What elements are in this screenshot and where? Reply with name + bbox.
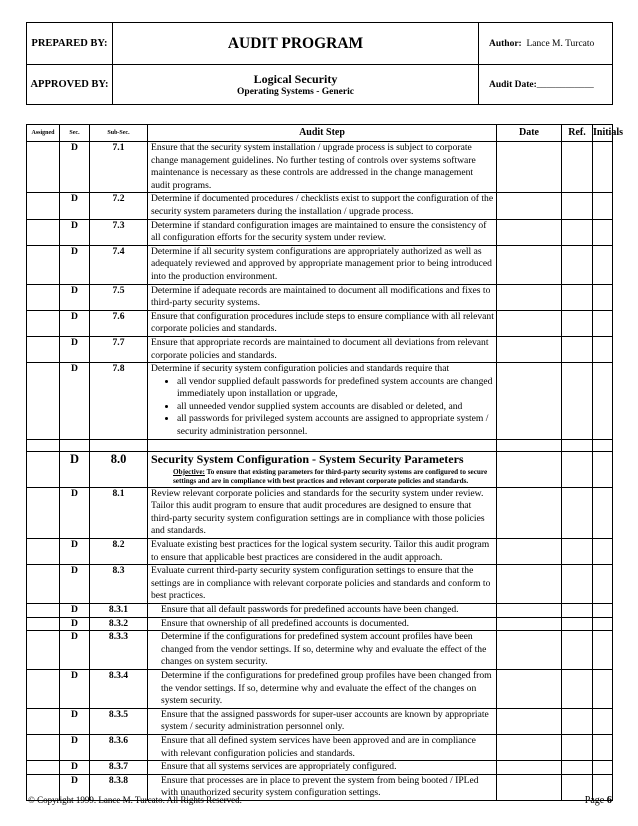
assigned-cell	[27, 219, 60, 245]
table-row	[27, 219, 613, 245]
step-text: Determine if adequate records are maintained to document all modifications and fixes to third-party security systems.	[151, 284, 491, 309]
ref-cell	[562, 539, 593, 565]
assigned-cell	[27, 193, 60, 219]
date-cell	[497, 142, 562, 193]
step-text: Evaluate current third-party security system configuration settings to ensure that the settings are in compliance with relevant corporate policies and standards and conform to best practices.	[151, 565, 491, 602]
sec-cell: D	[60, 245, 90, 284]
audit-steps-table	[26, 124, 624, 801]
footer	[28, 795, 612, 805]
initials-cell	[593, 734, 613, 760]
col-ref: Ref.	[562, 125, 593, 142]
table-row	[27, 284, 613, 310]
ref-cell	[562, 487, 593, 538]
page-number: 6	[606, 795, 612, 806]
subsec-cell: 7.6	[90, 310, 148, 336]
assigned-cell	[27, 336, 60, 362]
table-row	[27, 451, 613, 487]
table-row	[27, 487, 613, 538]
table-row	[27, 336, 613, 362]
assigned-cell	[27, 539, 60, 565]
step-text: Ensure that appropriate records are maintained to document all deviations from relevant corporate policies and standards.	[151, 336, 489, 361]
col-audit-step: Audit Step	[148, 125, 497, 142]
sec-cell: D	[60, 219, 90, 245]
assigned-cell	[27, 669, 60, 708]
assigned-cell	[27, 631, 60, 670]
step-text: Determine if the configurations for predefined system account profiles have been changed from the vendor settings. If so, determine why and evaluate the effect of the changes on system security.	[161, 631, 487, 668]
step-text: Review relevant corporate policies and standards for the security system under review. Tailor this audit program to ensure that audit procedures are designed to ensure that third-party security system configuration settings are in compliance with those policies and standards.	[151, 487, 485, 537]
col-assigned: Assigned	[27, 125, 60, 142]
initials-cell	[593, 539, 613, 565]
date-cell	[497, 761, 562, 775]
table-row	[27, 193, 613, 219]
audit-date-label: Audit Date:	[489, 79, 537, 90]
subsec-cell: 7.7	[90, 336, 148, 362]
step-text: Ensure that processes are in place to prevent the system from being booted / IPLed with unauthorized security system configuration settings.	[161, 774, 479, 799]
sec-cell: D	[60, 604, 90, 618]
empty-cell	[562, 439, 593, 451]
audit-step-cell	[148, 617, 497, 631]
step-text: Ensure that all systems services are appropriately configured.	[161, 761, 397, 773]
subsec-cell: 8.3	[90, 565, 148, 604]
subsec-cell: 8.3.3	[90, 631, 148, 670]
initials-cell	[593, 219, 613, 245]
sec-cell: D	[60, 310, 90, 336]
date-cell	[497, 617, 562, 631]
initials-cell	[593, 336, 613, 362]
col-sec: Sec.	[60, 125, 90, 142]
subsec-cell: 7.4	[90, 245, 148, 284]
ref-cell	[562, 761, 593, 775]
empty-cell	[593, 439, 613, 451]
ref-cell	[562, 617, 593, 631]
table-row	[27, 142, 613, 193]
audit-step-cell	[148, 565, 497, 604]
ref-cell	[562, 669, 593, 708]
ref-cell	[562, 565, 593, 604]
audit-step-cell	[148, 193, 497, 219]
approved-by-label: APPROVED BY:	[27, 65, 113, 105]
step-text: Determine if the configurations for predefined group profiles have been changed from the vendor settings. If so, determine why and evaluate the effect of the changes on system security.	[161, 669, 492, 707]
audit-step-cell	[148, 487, 497, 538]
ref-cell	[562, 708, 593, 734]
ref-cell	[562, 284, 593, 310]
sec-cell: D	[60, 774, 90, 800]
initials-cell	[593, 310, 613, 336]
col-initials: Initials	[593, 125, 613, 142]
step-text: Ensure that the assigned passwords for super-user accounts are known by appropriate system / security administration personnel only.	[161, 708, 489, 733]
sec-cell: D	[60, 284, 90, 310]
ref-cell	[562, 631, 593, 670]
prepared-by-label: PREPARED BY:	[27, 23, 113, 65]
audit-step-cell	[148, 669, 497, 708]
ref-cell	[562, 734, 593, 760]
initials-cell	[593, 142, 613, 193]
initials-cell	[593, 761, 613, 775]
initials-cell	[593, 284, 613, 310]
assigned-cell	[27, 142, 60, 193]
table-row	[27, 565, 613, 604]
subsec-cell: 8.1	[90, 487, 148, 538]
audit-step-cell	[148, 631, 497, 670]
subsec-cell: 7.2	[90, 193, 148, 219]
date-cell	[497, 219, 562, 245]
subsec-cell: 8.3.8	[90, 774, 148, 800]
page-title: AUDIT PROGRAM	[113, 23, 479, 65]
assigned-cell	[27, 451, 60, 487]
sec-cell: D	[60, 734, 90, 760]
step-text: Ensure that the security system installation / upgrade process is subject to corporate change management guidelines. No further testing of controls over systems software maintenance is necessary as these controls are addressed in the change management audit programs.	[151, 142, 476, 191]
sec-cell: D	[60, 487, 90, 538]
copyright-text: © Copyright 1999. Lance M. Turcato. All Rights Reserved.	[28, 795, 242, 805]
header-table	[26, 22, 613, 105]
date-cell	[497, 604, 562, 618]
step-text: Ensure that all default passwords for predefined accounts have been changed.	[161, 604, 459, 615]
assigned-cell	[27, 761, 60, 775]
sec-cell: D	[60, 539, 90, 565]
page-indicator	[585, 795, 612, 806]
empty-cell	[90, 439, 148, 451]
audit-step-cell	[148, 539, 497, 565]
step-text: Evaluate existing best practices for the logical system security. Tailor this audit program to ensure that applicable best practices are considered in the audit approach.	[151, 539, 490, 563]
audit-step-cell	[148, 451, 497, 487]
audit-step-cell	[148, 734, 497, 760]
subsec-cell: 8.3.5	[90, 708, 148, 734]
date-cell	[497, 708, 562, 734]
date-cell	[497, 310, 562, 336]
objective-body: To ensure that existing parameters for third-party security systems are configured to secure settings and are in compliance with best practices and relevant corporate policies and standards.	[173, 467, 488, 485]
date-cell	[497, 669, 562, 708]
subsec-cell: 8.3.6	[90, 734, 148, 760]
sec-cell: D	[60, 708, 90, 734]
subsec-cell: 7.3	[90, 219, 148, 245]
sec-cell: D	[60, 631, 90, 670]
author-name: Lance M. Turcato	[526, 38, 595, 49]
ref-cell	[562, 451, 593, 487]
table-row	[27, 245, 613, 284]
author-label: Author:	[489, 38, 522, 49]
initials-cell	[593, 451, 613, 487]
audit-step-cell	[148, 219, 497, 245]
subsec-cell: 8.3.4	[90, 669, 148, 708]
date-cell	[497, 734, 562, 760]
ref-cell	[562, 245, 593, 284]
sec-cell: D	[60, 336, 90, 362]
section-title: Security System Configuration - System Security Parameters	[151, 451, 464, 466]
step-text: Determine if documented procedures / checklists exist to support the configuration of the security system parameters during the installation / upgrade process.	[151, 193, 494, 217]
initials-cell	[593, 708, 613, 734]
assigned-cell	[27, 284, 60, 310]
audit-step-cell	[148, 245, 497, 284]
table-row	[27, 708, 613, 734]
bullet-list	[151, 376, 494, 439]
table-row	[27, 617, 613, 631]
audit-step-cell	[148, 142, 497, 193]
audit-step-cell	[148, 336, 497, 362]
col-subsec: Sub-Sec.	[90, 125, 148, 142]
initials-cell	[593, 669, 613, 708]
initials-cell	[593, 631, 613, 670]
empty-cell	[60, 439, 90, 451]
ref-cell	[562, 604, 593, 618]
step-text: Ensure that ownership of all predefined accounts is documented.	[161, 617, 410, 629]
subtitle-secondary: Operating Systems - Generic	[237, 86, 354, 97]
table-row	[27, 439, 613, 451]
sec-cell: D	[60, 142, 90, 193]
date-cell	[497, 336, 562, 362]
step-text: Determine if all security system configurations are appropriately authorized as well as adequately reviewed and approved by appropriate management prior to being introduced into the production environment.	[151, 245, 492, 282]
assigned-cell	[27, 617, 60, 631]
date-cell	[497, 565, 562, 604]
table-row	[27, 734, 613, 760]
sec-cell: D	[60, 363, 90, 440]
subsec-cell: 8.3.1	[90, 604, 148, 618]
subsec-cell: 7.5	[90, 284, 148, 310]
date-cell	[497, 487, 562, 538]
subtitle: Logical Security	[253, 71, 338, 86]
objective-label: Objective:	[173, 467, 205, 476]
ref-cell	[562, 310, 593, 336]
objective-text	[173, 468, 494, 487]
audit-step-cell	[148, 310, 497, 336]
assigned-cell	[27, 708, 60, 734]
assigned-cell	[27, 363, 60, 440]
subsec-cell: 7.8	[90, 363, 148, 440]
table-row	[27, 761, 613, 775]
bullet-item: • all vendor supplied default passwords for predefined system accounts are changed immediately upon installation or upgrade,	[177, 376, 494, 401]
empty-cell	[148, 439, 497, 451]
ref-cell	[562, 219, 593, 245]
step-text: Ensure that all defined system services have been approved and are in compliance with relevant configuration policies and standards.	[161, 734, 476, 759]
audit-step-cell	[148, 761, 497, 775]
step-text: Determine if standard configuration images are maintained to ensure the consistency of all configuration efforts for the security system under review.	[151, 219, 487, 244]
assigned-cell	[27, 245, 60, 284]
audit-step-cell	[148, 708, 497, 734]
date-cell	[497, 193, 562, 219]
page-label: Page	[584, 795, 605, 806]
assigned-cell	[27, 487, 60, 538]
empty-cell	[27, 439, 60, 451]
initials-cell	[593, 245, 613, 284]
audit-step-cell	[148, 284, 497, 310]
sec-cell: D	[60, 193, 90, 219]
table-row	[27, 631, 613, 670]
table-row	[27, 604, 613, 618]
initials-cell	[593, 617, 613, 631]
empty-cell	[497, 439, 562, 451]
ref-cell	[562, 193, 593, 219]
date-cell	[497, 539, 562, 565]
table-row	[27, 669, 613, 708]
initials-cell	[593, 604, 613, 618]
subsec-cell: 8.3.2	[90, 617, 148, 631]
subtitle-cell	[113, 65, 479, 105]
assigned-cell	[27, 734, 60, 760]
assigned-cell	[27, 604, 60, 618]
audit-step-cell	[148, 604, 497, 618]
table-row	[27, 310, 613, 336]
sec-cell: D	[60, 451, 90, 487]
subsec-cell: 8.3.7	[90, 761, 148, 775]
ref-cell	[562, 336, 593, 362]
audit-step-cell	[148, 363, 497, 440]
initials-cell	[593, 193, 613, 219]
initials-cell	[593, 565, 613, 604]
subsec-cell: 8.2	[90, 539, 148, 565]
table-row	[27, 539, 613, 565]
initials-cell	[593, 487, 613, 538]
date-cell	[497, 363, 562, 440]
subsec-cell: 8.0	[90, 451, 148, 487]
table-row	[27, 363, 613, 440]
subsec-cell: 7.1	[90, 142, 148, 193]
author-cell	[479, 23, 613, 65]
bullet-item: • all passwords for privileged system accounts are assigned to appropriate system / security administration personnel.	[177, 413, 494, 438]
step-text: Ensure that configuration procedures include steps to ensure compliance with all relevant corporate policies and standards.	[151, 310, 494, 335]
assigned-cell	[27, 310, 60, 336]
date-cell	[497, 451, 562, 487]
col-date: Date	[497, 125, 562, 142]
bullet-item: • all unneeded vendor supplied system accounts are disabled or deleted, and	[177, 401, 494, 414]
date-cell	[497, 284, 562, 310]
sec-cell: D	[60, 617, 90, 631]
audit-date-cell	[479, 65, 613, 105]
assigned-cell	[27, 565, 60, 604]
ref-cell	[562, 142, 593, 193]
ref-cell	[562, 363, 593, 440]
sec-cell: D	[60, 669, 90, 708]
sec-cell: D	[60, 761, 90, 775]
step-text: Determine if security system configuration policies and standards require that	[151, 363, 450, 375]
audit-date-blank: ____________	[536, 79, 594, 90]
sec-cell: D	[60, 565, 90, 604]
date-cell	[497, 245, 562, 284]
date-cell	[497, 631, 562, 670]
initials-cell	[593, 363, 613, 440]
